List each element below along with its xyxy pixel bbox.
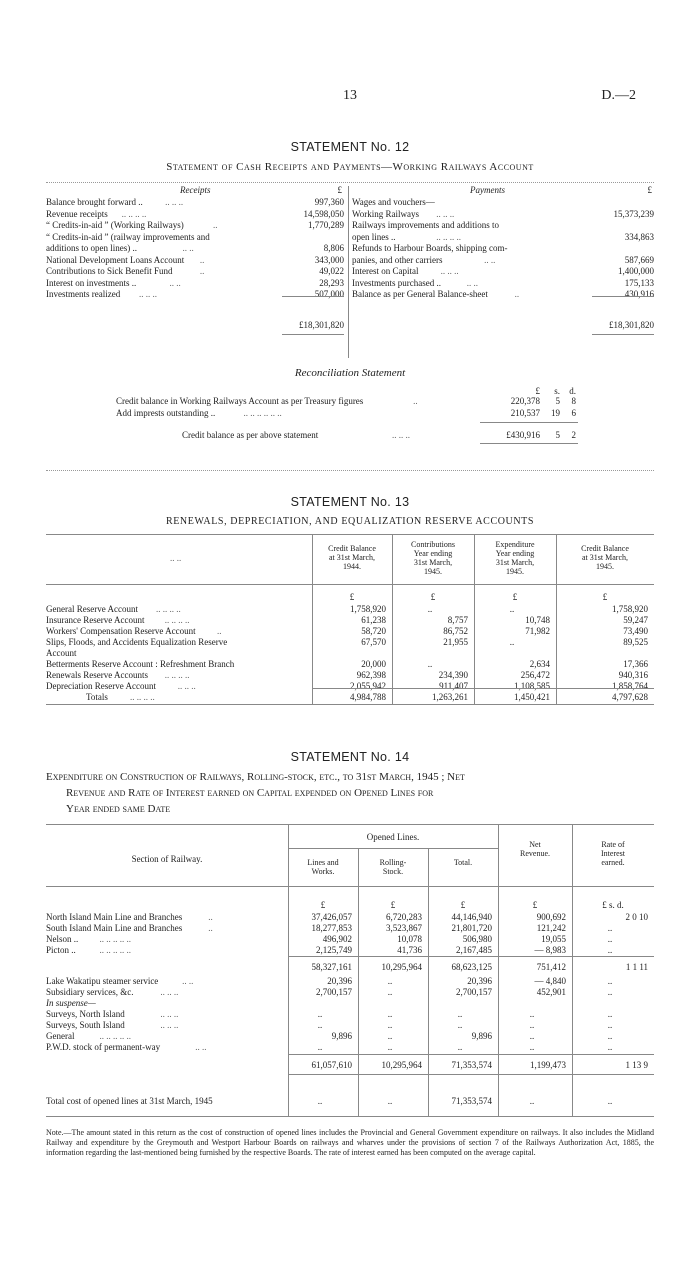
s14-section-heading: Section of Railway.: [131, 854, 203, 864]
statement-14-bottom-rule: [46, 1116, 654, 1117]
receipts-heading: Receipts: [180, 185, 211, 195]
s14-subtotal-1-value: 1 1 11: [625, 962, 648, 972]
payment-value: 1,400,000: [618, 266, 654, 276]
s14-row-value: 9,896: [471, 1031, 492, 1041]
s13-row-value: ..: [509, 604, 515, 614]
receipt-leader: ..: [199, 266, 205, 276]
s14-row-value: 506,980: [462, 934, 492, 944]
s13-label-head-leader: .. ..: [170, 553, 182, 563]
s14-column-heading-line: Total.: [453, 858, 473, 867]
s14-row-value: ..: [387, 1031, 393, 1041]
recon-leader: .. .. .. .. .. ..: [243, 408, 282, 418]
s14-column-heading-line: Rolling-: [379, 858, 407, 867]
s14-subtotal-1-value: 751,412: [536, 962, 566, 972]
s13-row-value: 73,490: [623, 626, 648, 636]
s13-row-value: 1,858,764: [612, 681, 648, 691]
s13-column-heading-line: 1945.: [424, 567, 442, 576]
s14-unit: £: [390, 900, 396, 910]
s14-total-value: ..: [607, 1096, 613, 1106]
s13-column-heading-line: 31st March,: [495, 558, 535, 567]
s13-unit: £: [349, 592, 355, 602]
statement-12-top-rule: [46, 182, 654, 183]
s14-row-value: ..: [607, 987, 613, 997]
s14-subtotal-2-value: 1,199,473: [530, 1060, 566, 1070]
s14-row-label: Subsidiary services, &c.: [46, 987, 134, 997]
recon-total-pounds: £430,916: [506, 430, 540, 440]
s13-row-label: Workers' Compensation Reserve Account: [46, 626, 196, 636]
s14-subtotal-1-rule: [288, 956, 654, 957]
s14-row-value: 21,801,720: [451, 923, 492, 933]
receipt-value: 14,598,050: [303, 208, 344, 219]
s13-unit: £: [430, 592, 436, 602]
s13-row-value: ..: [427, 659, 433, 669]
s14-row-value: ..: [529, 1042, 535, 1052]
s14-row-leader: ..: [208, 923, 213, 933]
receipt-label: Contributions to Sick Benefit Fund: [46, 266, 173, 276]
payment-leader: ..: [514, 289, 520, 299]
s14-row-value: ..: [529, 1009, 535, 1019]
payment-label: panies, and other carriers: [352, 254, 443, 265]
s13-unit: £: [602, 592, 608, 602]
receipt-leader: ..: [199, 254, 205, 265]
s14-row-value: ..: [317, 1042, 323, 1052]
s14-row-leader: .. .. ..: [160, 1009, 179, 1019]
s14-row-value: 2,700,157: [316, 987, 352, 997]
s14-row-value: 2,167,485: [456, 945, 492, 955]
s14-opened-lines-rule: [288, 848, 498, 849]
s14-row-value: 20,396: [327, 976, 352, 986]
s14-row-value: 2 0 10: [625, 912, 648, 922]
payment-label: Balance as per General Balance-sheet: [352, 289, 488, 299]
document-code: D.—2: [601, 88, 636, 103]
s14-row-value: ..: [607, 923, 613, 933]
s13-row-value: 234,390: [438, 670, 468, 680]
recon-pounds: 220,378: [510, 396, 540, 406]
receipt-label: additions to open lines) ..: [46, 243, 137, 253]
payment-leader: .. .. .. ..: [436, 231, 462, 242]
s14-unit: £: [320, 900, 326, 910]
recon-pounds: 210,537: [510, 408, 540, 418]
payment-label: Refunds to Harbour Boards, shipping com-: [352, 243, 508, 253]
payment-label: open lines ..: [352, 231, 396, 242]
s14-row-value: 41,736: [397, 945, 422, 955]
recon-label: Credit balance in Working Railways Account as per Treasury figures: [116, 396, 364, 406]
payments-total: £18,301,820: [609, 320, 654, 330]
s13-row-label: General Reserve Account: [46, 604, 138, 614]
s14-row-value: ..: [317, 1009, 323, 1019]
s14-row-label: North Island Main Line and Branches: [46, 912, 183, 922]
receipt-value: 507,000: [314, 289, 344, 299]
s13-row-label: Account: [46, 648, 77, 658]
s13-total-value: 1,450,421: [514, 692, 550, 702]
receipt-label: Investments realized: [46, 289, 121, 299]
s13-row-value: 1,108,585: [514, 681, 550, 691]
s14-row-value: 20,396: [467, 976, 492, 986]
s13-row-value: ..: [427, 604, 433, 614]
recon-leader: ..: [413, 396, 418, 406]
s13-column-heading-line: Credit Balance: [581, 544, 629, 553]
s14-column-heading-line: earned.: [601, 858, 625, 867]
s13-column-heading-line: 1944.: [343, 562, 361, 571]
s14-row-value: ..: [607, 945, 613, 955]
s13-row-label: Betterments Reserve Account : Refreshment Branch: [46, 659, 235, 669]
s13-row-value: 911,407: [439, 681, 468, 691]
s14-row-value: 900,692: [536, 912, 566, 922]
recon-total-shillings: 5: [555, 430, 560, 440]
receipt-value: 997,360: [314, 197, 344, 207]
s14-row-label: Surveys, South Island: [46, 1020, 125, 1030]
s14-row-value: 452,901: [536, 987, 566, 997]
recon-unit-pence: d.: [569, 386, 576, 396]
s13-total-value: 1,263,261: [432, 692, 468, 702]
receipt-label: “ Credits-in-aid ” (railway improvements and: [46, 231, 210, 242]
statement-12-subtitle: Statement of Cash Receipts and Payments—Working Railways Account: [166, 161, 534, 173]
s14-row-leader: .. .. .. .. ..: [99, 934, 131, 944]
s14-row-leader: ..: [208, 912, 213, 922]
s14-unit: £: [460, 900, 466, 910]
s14-subtotal-2-value: 1 13 9: [625, 1060, 648, 1070]
s14-column-heading-line: Interest: [601, 849, 625, 858]
s14-row-value: ..: [607, 1009, 613, 1019]
receipt-value: 8,806: [323, 243, 344, 253]
s13-row-value: 59,247: [623, 615, 648, 625]
s14-row-value: 19,055: [541, 934, 566, 944]
s14-column-heading-line: Rate of: [601, 840, 625, 849]
statement-13-subtitle: RENEWALS, DEPRECIATION, AND EQUALIZATION RESERVE ACCOUNTS: [165, 516, 535, 527]
s13-row-label: Depreciation Reserve Account: [46, 681, 156, 691]
payment-leader: .. ..: [484, 254, 496, 265]
s13-row-leader: .. .. .. ..: [164, 670, 190, 680]
payment-leader: .. ..: [466, 277, 478, 288]
receipt-leader: .. ..: [182, 243, 194, 253]
s14-column-heading-line: Revenue.: [520, 849, 550, 858]
receipt-leader: .. .. ..: [139, 289, 157, 299]
statement-14-title: STATEMENT No. 14: [290, 750, 410, 764]
payment-leader: .. .. ..: [436, 208, 455, 219]
s14-total-value: ..: [387, 1096, 393, 1106]
payments-heading: Payments: [470, 185, 505, 195]
recon-shillings: 19: [551, 408, 560, 418]
recon-shillings: 5: [555, 396, 560, 406]
s14-row-value: ..: [387, 976, 393, 986]
s14-row-value: ..: [529, 1031, 535, 1041]
payment-value: 587,669: [624, 254, 654, 265]
s13-row-value: 20,000: [361, 659, 386, 669]
receipt-leader: .. .. ..: [165, 197, 184, 207]
s13-column-heading-line: 1945.: [506, 567, 524, 576]
receipt-leader: .. .. .. ..: [121, 208, 147, 219]
s13-column-heading-line: Expenditure: [495, 540, 535, 549]
payment-label: Wages and vouchers—: [352, 197, 435, 207]
receipt-value: 49,022: [319, 266, 344, 276]
s14-row-value: 9,896: [331, 1031, 352, 1041]
s14-subtotal-2-value: 61,057,610: [311, 1060, 352, 1070]
s13-column-heading-line: Year ending: [495, 549, 535, 558]
receipt-label: National Development Loans Account: [46, 254, 185, 265]
s13-row-value: 962,398: [356, 670, 386, 680]
s13-totals-rule: [312, 688, 654, 689]
s14-row-value: 44,146,940: [451, 912, 492, 922]
s14-subtotal-2-rule: [288, 1054, 654, 1055]
s14-subtotal-1-value: 10,295,964: [381, 962, 422, 972]
s14-column-heading-line: Stock.: [382, 867, 404, 876]
payment-leader: .. .. ..: [440, 266, 459, 276]
recon-total-pence: 2: [571, 430, 576, 440]
receipt-label: Revenue receipts: [46, 208, 108, 219]
s13-column-heading-line: 1945.: [596, 562, 614, 571]
s14-total-value: ..: [529, 1096, 535, 1106]
statement-13-head-rule: [46, 584, 654, 585]
statement-12-title: STATEMENT No. 12: [290, 140, 410, 154]
s14-row-value: ..: [387, 1009, 393, 1019]
s14-row-label: Nelson ..: [46, 934, 79, 944]
s14-row-label: P.W.D. stock of permanent-way: [46, 1042, 161, 1052]
recon-unit-shillings: s.: [554, 386, 560, 396]
payments-unit: £: [647, 185, 652, 195]
s13-row-label: Insurance Reserve Account: [46, 615, 145, 625]
s14-row-value: ..: [607, 1020, 613, 1030]
s14-total-rule: [288, 1074, 654, 1075]
s14-subtotal-1-value: 68,623,125: [451, 962, 492, 972]
receipt-value: 28,293: [319, 277, 344, 288]
s14-row-label: General: [46, 1031, 75, 1041]
s14-row-label: South Island Main Line and Branches: [46, 923, 183, 933]
s13-row-leader: .. .. .. ..: [156, 604, 181, 614]
s14-subtotal-1-value: 58,327,161: [311, 962, 352, 972]
s14-row-leader: .. .. .. .. ..: [99, 1031, 131, 1041]
s14-row-label: Surveys, North Island: [46, 1009, 125, 1019]
payments-total-rule: [592, 296, 654, 297]
s13-column-heading-line: Year ending: [413, 549, 453, 558]
payment-label: Railways improvements and additions to: [352, 220, 499, 230]
s14-row-value: 37,426,057: [311, 912, 352, 922]
s13-row-value: ..: [509, 637, 515, 647]
s13-column-heading-line: at 31st March,: [329, 553, 375, 562]
s13-row-value: 71,982: [525, 626, 550, 636]
recon-unit-pounds: £: [535, 386, 540, 396]
payment-value: 15,373,239: [613, 208, 654, 219]
s14-column-heading-line: Net: [529, 840, 541, 849]
s14-row-value: 2,125,749: [316, 945, 352, 955]
s14-row-label: Picton ..: [46, 945, 76, 955]
recon-pence: 8: [571, 396, 576, 406]
page-number: 13: [343, 88, 357, 103]
statement-14-subtitle-line-3: Year ended same Date: [66, 803, 171, 815]
s13-row-value: 67,570: [361, 637, 386, 647]
recon-total-rule: [480, 422, 578, 423]
s14-row-value: 10,078: [397, 934, 422, 944]
s13-row-leader: .. .. ..: [177, 681, 196, 691]
s13-row-value: 17,366: [623, 659, 648, 669]
s13-row-value: 86,752: [443, 626, 468, 636]
s14-row-value: — 4,840: [534, 976, 566, 986]
statement-13-bottom-rule: [46, 704, 654, 705]
receipt-label: Interest on investments ..: [46, 277, 137, 288]
s13-totals-label: Totals: [86, 692, 108, 702]
s14-row-value: 18,277,853: [311, 923, 352, 933]
payment-label: Interest on Capital: [352, 266, 419, 276]
receipts-total-rule: [282, 296, 344, 297]
s14-row-leader: .. .. ..: [160, 987, 179, 997]
s13-row-value: 256,472: [520, 670, 550, 680]
payment-value: 175,133: [624, 277, 654, 288]
s13-row-value: 2,055,942: [350, 681, 386, 691]
payment-label: Working Railways: [352, 208, 420, 219]
s14-row-leader: .. .. ..: [160, 1020, 179, 1030]
statement-14-head-rule: [46, 886, 654, 887]
s14-row-value: ..: [607, 934, 613, 944]
receipt-label: Balance brought forward ..: [46, 197, 143, 207]
s14-row-leader: .. ..: [195, 1042, 207, 1052]
s13-row-value: 21,955: [443, 637, 468, 647]
statement-12-divider: [348, 186, 349, 358]
s13-row-value: 89,525: [623, 637, 648, 647]
s14-row-value: ..: [387, 987, 393, 997]
receipts-total-underline: [282, 334, 344, 335]
recon-label: Add imprests outstanding ..: [116, 408, 216, 418]
s14-total-value: 71,353,574: [451, 1096, 492, 1106]
s14-row-value: 496,902: [322, 934, 352, 944]
recon-pence: 6: [571, 408, 576, 418]
s13-column-heading-line: at 31st March,: [582, 553, 628, 562]
s14-row-label: In suspense—: [46, 998, 96, 1008]
s14-column-heading-line: Works.: [311, 867, 335, 876]
s13-column-heading-line: 31st March,: [413, 558, 453, 567]
recon-total-leader: .. .. ..: [392, 430, 410, 440]
s14-total-label: Total cost of opened lines at 31st March, 1945: [46, 1096, 213, 1106]
s14-row-leader: .. .. .. .. ..: [99, 945, 131, 955]
s14-row-value: ..: [607, 1031, 613, 1041]
s13-row-value: 940,316: [618, 670, 648, 680]
receipt-value: 1,770,289: [308, 220, 344, 230]
receipts-unit: £: [337, 185, 342, 195]
statement-14-note: Note.—The amount stated in this return as the cost of construction of opened lines includes the Provincial and General Government expenditure on railways. It also includes the Midland Railway and expenditure by the Greymouth and Westport Harbour Boards on railways and wharves under the provisions of section 7 of the Railways Authorization Act, 1885, the information regarding the last-mentioned being furnished by the respective Boards. The rate of interest earned has been computed on the average capital.: [46, 1128, 654, 1157]
s13-unit: £: [512, 592, 518, 602]
statement-14-top-rule: [46, 824, 654, 825]
s14-opened-lines-heading: Opened Lines.: [366, 832, 420, 842]
receipt-label: “ Credits-in-aid ” (Working Railways): [46, 220, 184, 230]
s13-row-value: 61,238: [361, 615, 386, 625]
s14-row-value: 121,242: [536, 923, 566, 933]
s13-row-value: 2,634: [529, 659, 550, 669]
s14-row-value: — 8,983: [534, 945, 566, 955]
s14-subtotal-2-value: 10,295,964: [381, 1060, 422, 1070]
s13-row-value: 10,748: [525, 615, 550, 625]
s13-column-heading-line: Credit Balance: [328, 544, 376, 553]
s14-total-value: ..: [317, 1096, 323, 1106]
s14-subtotal-2-value: 71,353,574: [451, 1060, 492, 1070]
s14-column-heading-line: Lines and: [307, 858, 339, 867]
s14-row-value: ..: [457, 1042, 463, 1052]
s13-row-leader: ..: [216, 626, 222, 636]
s14-row-value: ..: [387, 1020, 393, 1030]
s13-row-value: 58,720: [361, 626, 386, 636]
receipt-leader: .. ..: [169, 277, 181, 288]
s13-row-label: Slips, Floods, and Accidents Equalization Reserve: [46, 637, 228, 647]
s13-row-value: 1,758,920: [350, 604, 386, 614]
s14-unit: £ s. d.: [602, 900, 624, 910]
s13-row-leader: .. .. .. ..: [164, 615, 190, 625]
section-separator-1: [46, 470, 654, 471]
s14-row-value: ..: [607, 976, 613, 986]
s13-row-value: 1,758,920: [612, 604, 648, 614]
s14-row-value: 6,720,283: [386, 912, 422, 922]
s14-row-value: 3,523,867: [386, 923, 422, 933]
s14-row-value: ..: [457, 1009, 463, 1019]
s13-totals-leader: .. .. .. ..: [130, 692, 155, 702]
payment-value: 334,863: [624, 231, 654, 242]
s13-column-heading-line: Contributions: [410, 540, 455, 549]
statement-13-title: STATEMENT No. 13: [290, 495, 410, 509]
s13-row-value: 8,757: [447, 615, 468, 625]
s14-row-value: ..: [317, 1020, 323, 1030]
payment-value: 430,916: [624, 289, 654, 299]
s14-row-label: Lake Wakatipu steamer service: [46, 976, 159, 986]
s14-row-leader: .. ..: [182, 976, 194, 986]
s14-unit: £: [532, 900, 538, 910]
receipt-value: 343,000: [314, 254, 344, 265]
s14-row-value: ..: [607, 1042, 613, 1052]
s13-row-label: Renewals Reserve Accounts: [46, 670, 148, 680]
payments-total-underline: [592, 334, 654, 335]
statement-14-subtitle-line-1: Expenditure on Construction of Railways, Rolling-stock, etc., to 31st March, 1945 ; Net: [46, 771, 465, 783]
reconciliation-title: Reconciliation Statement: [294, 367, 406, 379]
payment-label: Investments purchased ..: [352, 277, 441, 288]
recon-total-underline: [480, 443, 578, 444]
recon-total-label: Credit balance as per above statement: [182, 430, 319, 440]
s14-row-value: 2,700,157: [456, 987, 492, 997]
s14-row-value: ..: [387, 1042, 393, 1052]
receipts-total: £18,301,820: [299, 320, 344, 330]
statement-13-top-rule: [46, 534, 654, 535]
s13-total-value: 4,984,788: [350, 692, 386, 702]
s13-total-value: 4,797,628: [612, 692, 648, 702]
receipt-leader: ..: [212, 220, 218, 230]
s14-row-value: ..: [457, 1020, 463, 1030]
s14-row-value: ..: [529, 1020, 535, 1030]
statement-14-subtitle-line-2: Revenue and Rate of Interest earned on Capital expended on Opened Lines for: [66, 787, 434, 799]
